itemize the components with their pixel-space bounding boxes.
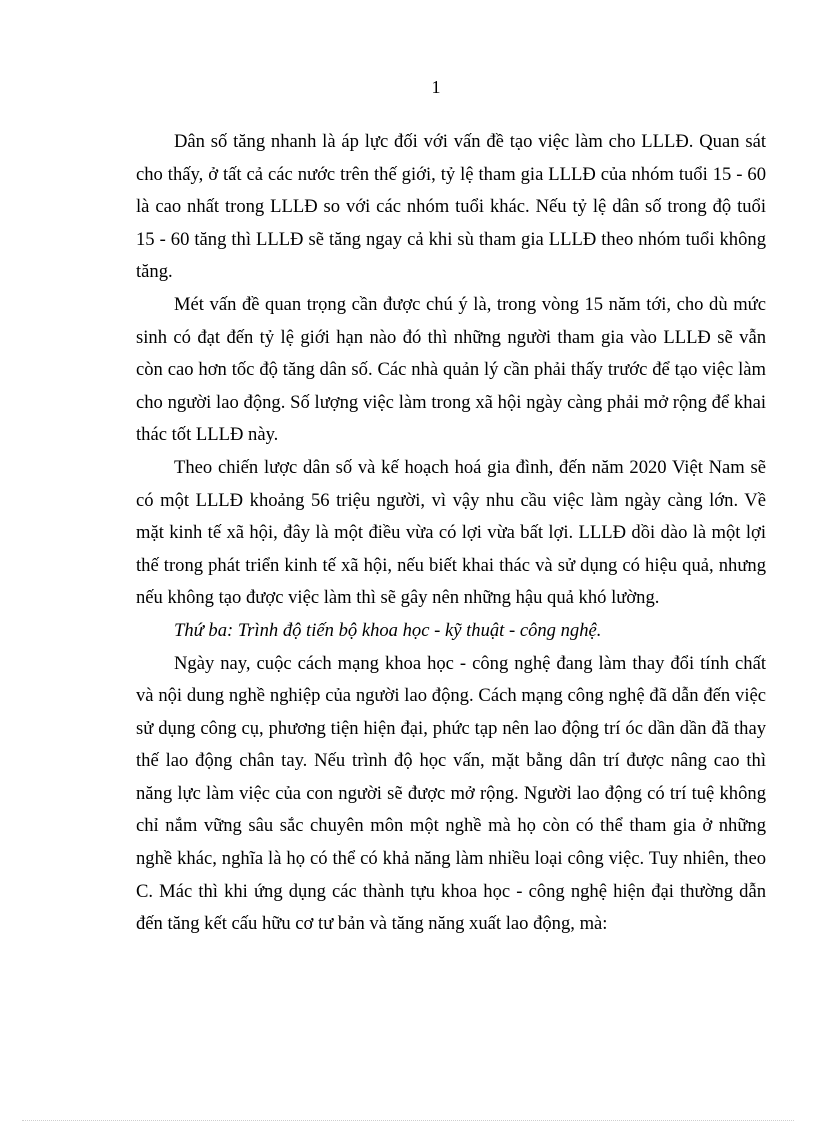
page-bottom-divider	[22, 1120, 794, 1121]
paragraph-workforce-growth: Mét vấn đề quan trọng cần được chú ý là, trong vòng 15 năm tới, cho dù mức sinh có đạt đến tỷ lệ giới hạn nào đó thì những người tham gia vào LLLĐ sẽ vẫn còn cao hơn tốc độ tăng dân số. Các nhà quản lý cần phải thấy trước để tạo việc làm cho người lao động. Số lượng việc làm trong xã hội ngày càng phải mở rộng để khai thác tốt LLLĐ này.	[136, 293, 766, 446]
paragraph-technology-revolution: Ngày nay, cuộc cách mạng khoa học - công nghệ đang làm thay đổi tính chất và nội dung nghề nghiệp của người lao động. Cách mạng công nghệ đã dẫn đến việc sử dụng công cụ, phương tiện hiện đại, phức tạp nên lao động trí óc dần dần đã thay thế lao động chân tay. Nếu trình độ học vấn, mặt bằng dân trí được nâng cao thì năng lực làm việc của con người sẽ được mở rộng. Người lao động có trí tuệ không chỉ nắm vững sâu sắc chuyên môn một nghề mà họ còn có thể tham gia ở những nghề khác, nghĩa là họ có thể có khả năng làm nhiều loại công việc. Tuy nhiên, theo C. Mác thì khi ứng dụng các thành tựu khoa học - công nghệ hiện đại thường dẫn đến tăng kết cấu hữu cơ tư bản và tăng năng xuất lao động, mà:	[136, 652, 766, 935]
section-heading-third: Thứ ba: Trình độ tiến bộ khoa học - kỹ thuật - công nghệ.	[174, 619, 602, 641]
paragraph-population-strategy: Theo chiến lược dân số và kế hoạch hoá gia đình, đến năm 2020 Việt Nam sẽ có một LLLĐ khoảng 56 triệu người, vì vậy nhu cầu việc làm ngày càng lớn. Về mặt kinh tế xã hội, đây là một điều vừa có lợi vừa bất lợi. LLLĐ dồi dào là một lợi thế trong phát triển kinh tế xã hội, nếu biết khai thác và sử dụng có hiệu quả, nhưng nếu không tạo được việc làm thì sẽ gây nên những hậu quả khó lường.	[136, 456, 766, 609]
paragraph-population-pressure: Dân số tăng nhanh là áp lực đối với vấn đề tạo việc làm cho LLLĐ. Quan sát cho thấy, ở tất cả các nước trên thế giới, tỷ lệ tham gia LLLĐ của nhóm tuổi 15 - 60 là cao nhất trong LLLĐ so với các nhóm tuổi khác. Nếu tỷ lệ dân số trong độ tuổi 15 - 60 tăng thì LLLĐ sẽ tăng ngay cả khi sù tham gia LLLĐ theo nhóm tuổi không tăng.	[136, 131, 766, 283]
page-number: 1	[431, 77, 441, 97]
document-body	[136, 126, 766, 941]
